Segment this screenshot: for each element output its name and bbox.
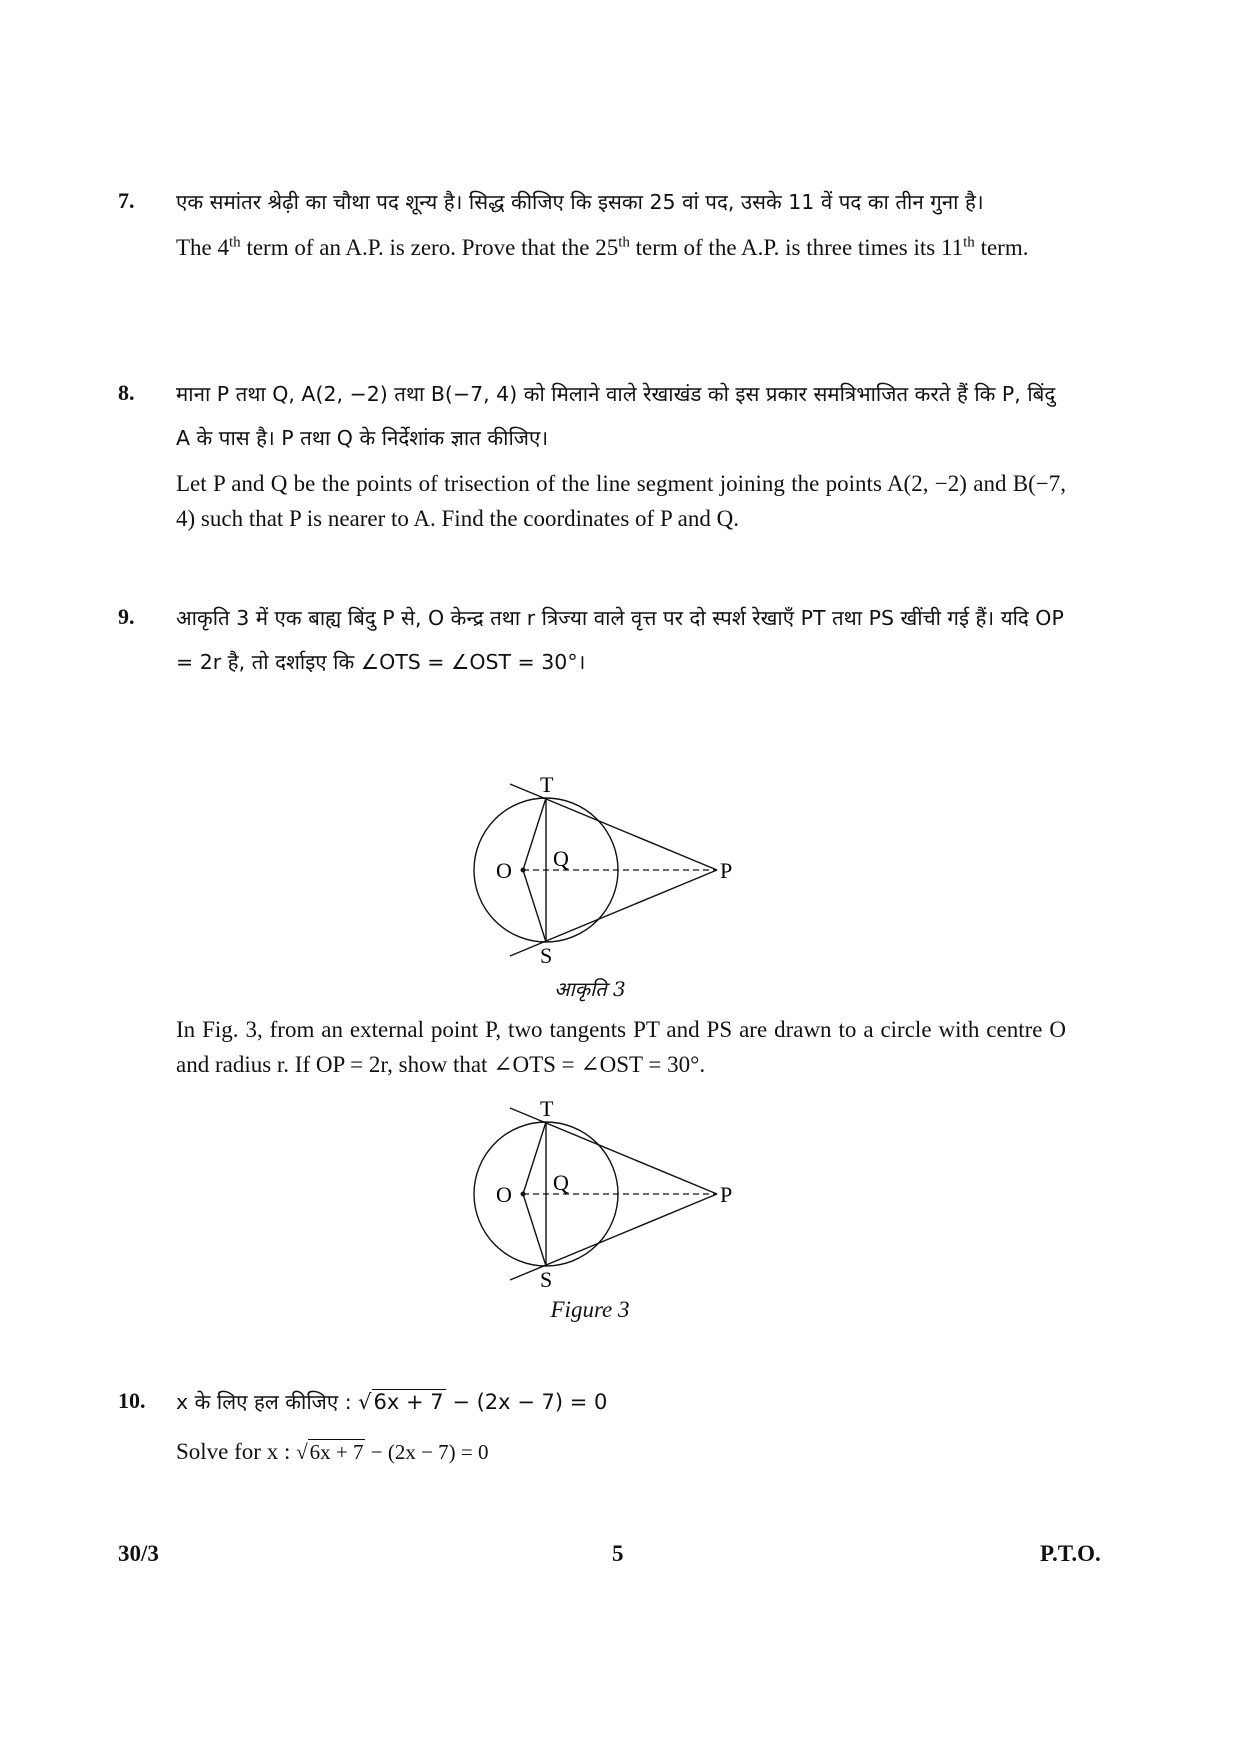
question-english-text: In Fig. 3, from an external point P, two tangents PT and PS are drawn to a circle with centre O and radius r. If OP = 2r, show that ∠OTS = ∠OST = 30°. xyxy=(176,1017,1066,1077)
tangent-circle-diagram xyxy=(430,770,750,970)
question-hindi-text: x के लिए हल कीजिए : √6x + 7 − (2x − 7) = 0 xyxy=(176,1390,608,1414)
question-english-text: Solve for x : √6x + 7 − (2x − 7) = 0 xyxy=(176,1439,489,1464)
radius-ot xyxy=(523,798,546,870)
label-s: S xyxy=(540,1267,553,1292)
question-english-text: Let P and Q be the points of trisection of the line segment joining the points A(2, −2) and B(−7, 4) such that P is nearer to A. Find the coordinates of P and Q. xyxy=(176,471,1066,531)
centre-point xyxy=(521,1192,526,1197)
question-body xyxy=(176,596,1066,684)
page-number: 5 xyxy=(612,1541,624,1566)
question-hindi-text: एक समांतर श्रेढ़ी का चौथा पद शून्य है। सिद्ध कीजिए कि इसका 25 वां पद, उसके 11 वें पद का तीन गुना है। xyxy=(176,190,984,214)
question-body xyxy=(176,1380,1066,1470)
question-english-text: The 4th term of an A.P. is zero. Prove that the 25th term of the A.P. is three times its 11th term. xyxy=(176,234,1029,260)
question-number: 7. xyxy=(118,188,135,213)
question-body xyxy=(176,372,1066,536)
label-q: Q xyxy=(553,1170,569,1195)
centre-point xyxy=(521,868,526,873)
equation: √6x + 7 − (2x − 7) = 0 xyxy=(358,1390,608,1414)
figure-3-english xyxy=(430,1094,750,1294)
tangent-circle-diagram xyxy=(430,1094,750,1294)
figure-caption-english: Figure 3 xyxy=(550,1297,630,1322)
figure-caption-hindi: आकृति 3 xyxy=(554,977,626,1001)
equation: √6x + 7 − (2x − 7) = 0 xyxy=(296,1440,489,1464)
label-o: O xyxy=(496,858,512,883)
label-p: P xyxy=(720,1182,733,1207)
question-number: 9. xyxy=(118,604,135,629)
label-s: S xyxy=(540,943,553,968)
label-p: P xyxy=(720,858,733,883)
question-body xyxy=(176,180,1066,265)
radius-os xyxy=(523,1194,546,1266)
question-hindi-text: आकृति 3 में एक बाह्य बिंदु P से, O केन्द्र तथा r त्रिज्या वाले वृत्त पर दो स्पर्श रेखाएँ PT तथा PS खींची गई हैं। यदि OP = 2r है, तो दर्शाइए कि ∠OTS = ∠OST = 30°। xyxy=(176,606,1064,674)
question-hindi-text: माना P तथा Q, A(2, −2) तथा B(−7, 4) को मिलाने वाले रेखाखंड को इस प्रकार समत्रिभाजित करते हैं कि P, बिंदु A के पास है। P तथा Q के निर्देशांक ज्ञात कीजिए। xyxy=(176,382,1056,450)
question-number: 8. xyxy=(118,380,135,405)
figure-3-hindi xyxy=(430,770,750,970)
paper-code: 30/3 xyxy=(118,1541,159,1566)
label-t: T xyxy=(540,772,554,797)
question-body xyxy=(176,1012,1066,1082)
label-t: T xyxy=(540,1096,554,1121)
radius-os xyxy=(523,870,546,942)
radius-ot xyxy=(523,1122,546,1194)
question-number: 10. xyxy=(118,1388,146,1413)
pto-label: P.T.O. xyxy=(1040,1541,1101,1566)
label-o: O xyxy=(496,1182,512,1207)
label-q: Q xyxy=(553,846,569,871)
